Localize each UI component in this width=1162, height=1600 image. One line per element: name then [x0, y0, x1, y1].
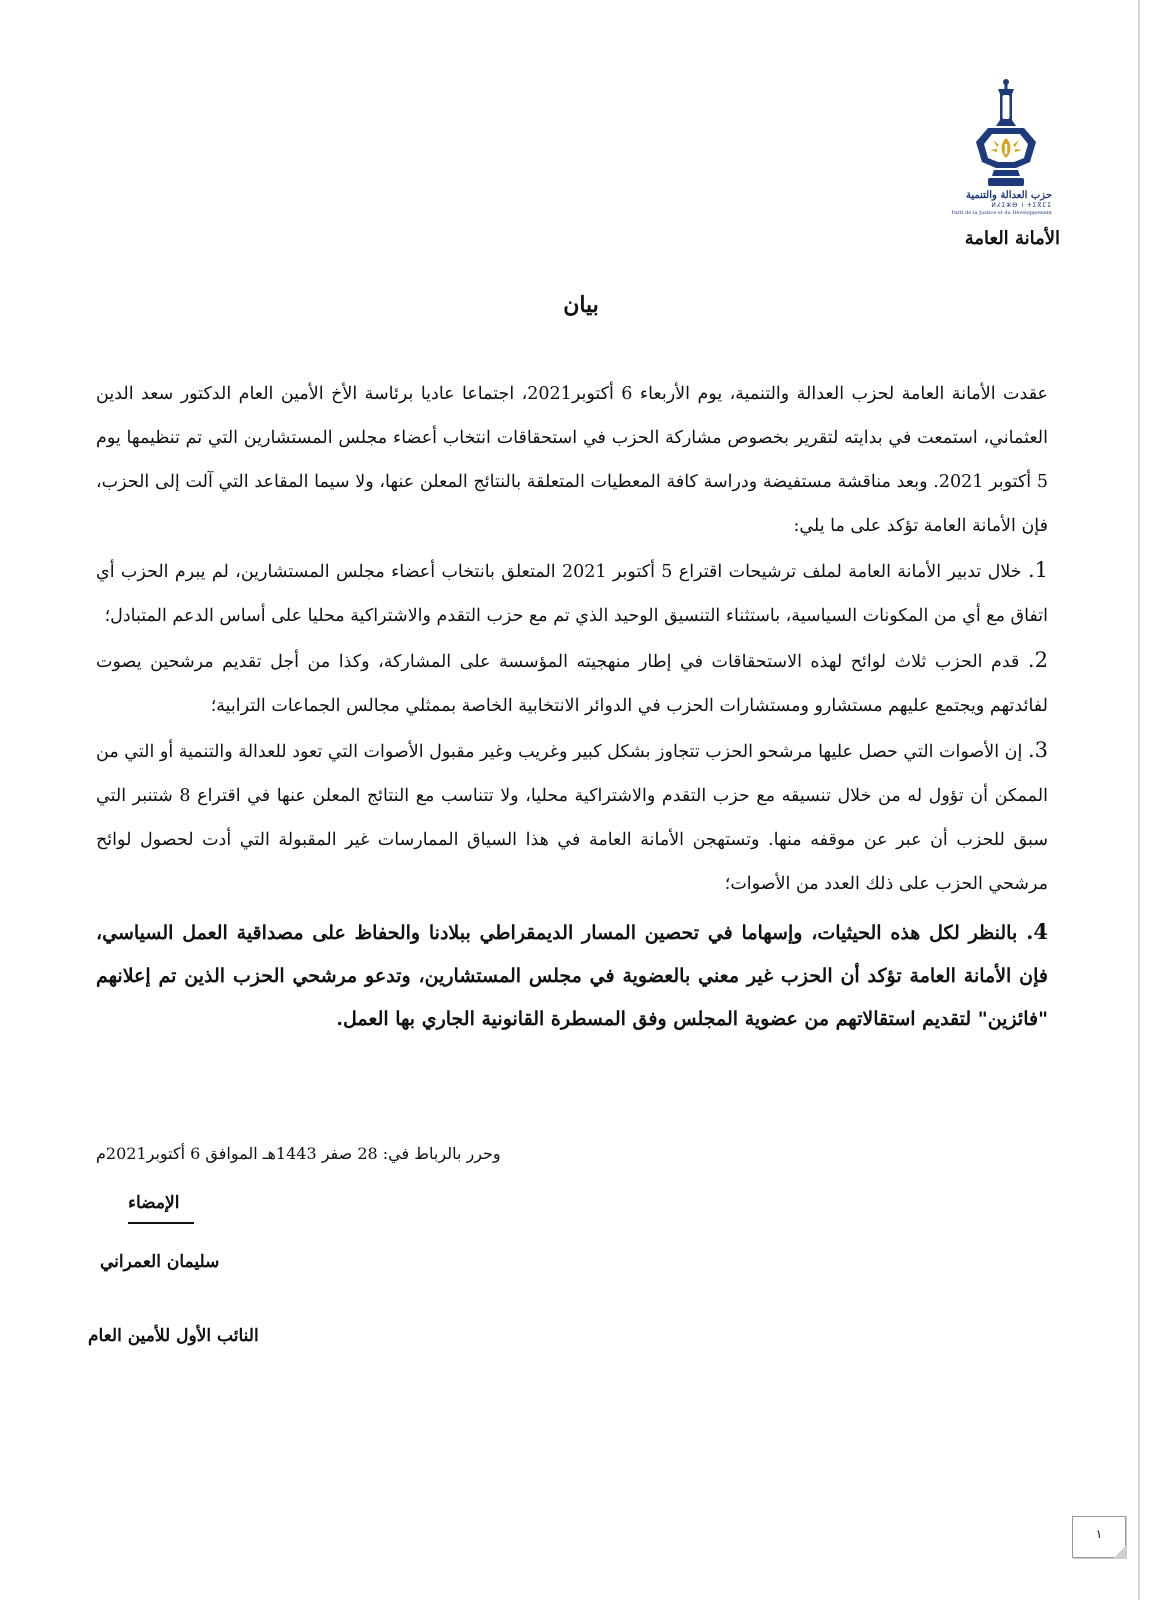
general-secretariat-heading: الأمانة العامة	[964, 228, 1060, 249]
item-3-text: إن الأصوات التي حصل عليها مرشحو الحزب تتجاوز بشكل كبير وغريب وغير مقبول الأصوات التي تعود للعدالة والتنمية أو التي من الممكن أن تؤول له من خلال تنسيقه مع حزب التقدم والاشتراكية محليا، ولا تتناسب مع النتائج المعلن عنها في اقتراع 8 شتنبر التي سبق للحزب أن عبر عن موقفه منها. وتستهجن الأمانة العامة في هذا السياق الممارسات غير المقبولة التي أدت لحصول لوائح مرشحي الحزب على ذلك العدد من الأصوات؛	[96, 742, 1048, 894]
date-line: وحرر بالرباط في: 28 صفر 1443هـ الموافق 6 أكتوبر2021م	[96, 1144, 501, 1163]
item-1	[96, 548, 1048, 638]
item-4	[96, 910, 1048, 1041]
item-2-text: قدم الحزب ثلاث لوائح لهذه الاستحقاقات في إطار منهجيته المؤسسة على المشاركة، وكذا من أجل تقديم مرشحين يصوت لفائدتهم ويجتمع عليهم مستشارو ومستشارات الحزب في الدوائر الانتخابية الخاصة بممثلي مجالس الجماعات الترابية؛	[96, 652, 1048, 716]
logo-name-arabic: حزب العدالة والتنمية	[965, 190, 1052, 201]
item-4-number: 4.	[1026, 919, 1048, 944]
item-3	[96, 728, 1048, 906]
signer-name: سليمان العمراني	[100, 1252, 220, 1272]
intro-paragraph: عقدت الأمانة العامة لحزب العدالة والتنمية، يوم الأربعاء 6 أكتوبر2021، اجتماعا عاديا برئاسة الأخ الأمين العام الدكتور سعد الدين العثماني، استمعت في بدايته لتقرير بخصوص مشاركة الحزب في استحقاقات انتخاب أعضاء مجلس المستشارين التي تم تنظيمها يوم 5 أكتوبر 2021. وبعد مناقشة مستفيضة ودراسة كافة المعطيات المتعلقة بالنتائج المعلن عنها، ولا سيما المقاعد التي آلت إلى الحزب، فإن الأمانة العامة تؤكد على ما يلي:	[96, 384, 1048, 536]
item-3-number: 3.	[1027, 738, 1048, 762]
signature-underline	[128, 1222, 194, 1224]
statement-body	[96, 372, 1048, 1041]
page-edge-line	[1138, 0, 1140, 1600]
item-1-number: 1.	[1027, 558, 1048, 582]
statement-title: بيان	[563, 292, 599, 318]
logo-name-french: Parti de la Justice et du Développement	[951, 210, 1052, 216]
party-logo	[948, 78, 1078, 217]
item-2	[96, 638, 1048, 728]
item-1-text: خلال تدبير الأمانة العامة لملف ترشيحات اقتراع 5 أكتوبر 2021 المتعلق بانتخاب أعضاء مجلس المستشارين، لم يبرم الحزب أي اتفاق مع أي من المكونات السياسية، باستثناء التنسيق الوحيد الذي تم مع حزب التقدم والاشتراكية محليا على أساس الدعم المتبادل؛	[96, 562, 1048, 626]
page-number-box	[1072, 1516, 1126, 1558]
page-fold-corner	[1114, 1546, 1126, 1558]
signer-title: النائب الأول للأمين العام	[88, 1326, 259, 1346]
signature-label: الإمضاء	[128, 1193, 180, 1213]
page-number: ١	[1095, 1527, 1103, 1541]
item-4-text: بالنظر لكل هذه الحيثيات، وإسهاما في تحصين المسار الديمقراطي ببلادنا والحفاظ على مصداقية العمل السياسي، فإن الأمانة العامة تؤكد أن الحزب غير معني بالعضوية في مجلس المستشارين، وتدعو مرشحي الحزب الذين تم إعلانهم "فائزين" لتقديم استقالاتهم من عضوية المجلس وفق المسطرة القانونية الجاري بها العمل.	[96, 922, 1048, 1030]
item-2-number: 2.	[1027, 648, 1048, 672]
lamp-logo-icon	[960, 78, 1052, 190]
logo-name-tifinagh: ⵍⵃⵉⵣⴱ ⵏ ⵜⵉⴳⵎⵉ	[991, 202, 1052, 209]
